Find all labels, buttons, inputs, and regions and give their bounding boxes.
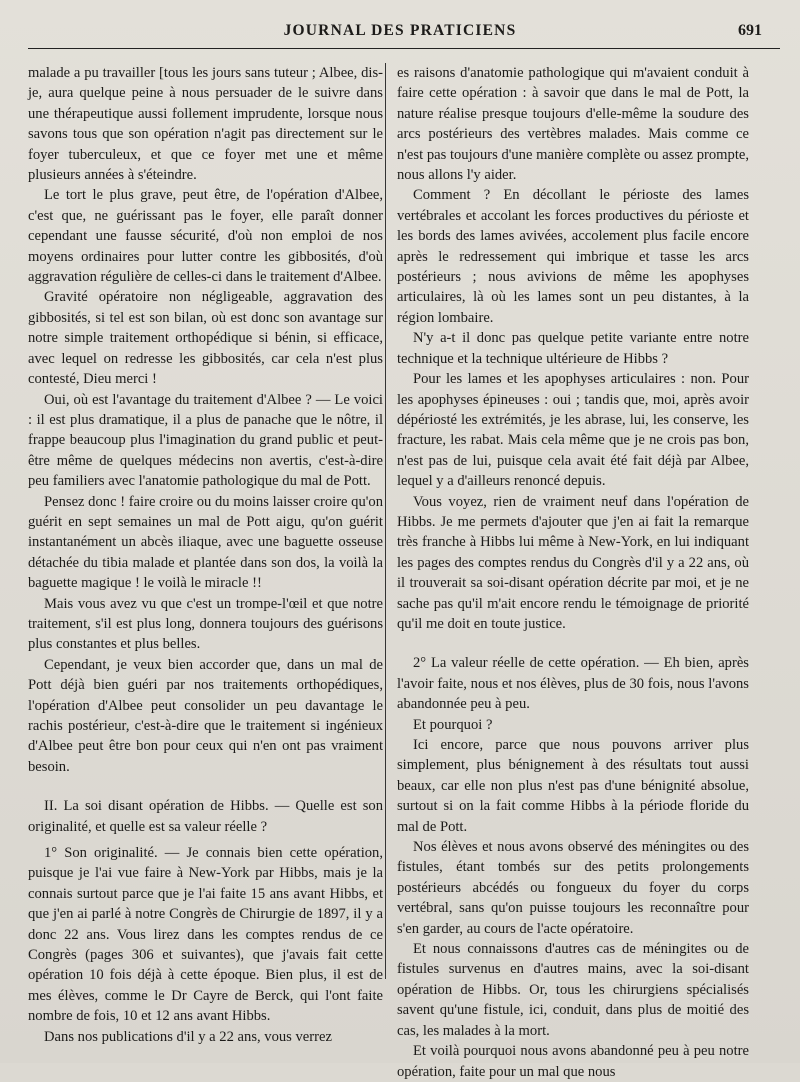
section-heading: II. La soi disant opération de Hibbs. — Quelle est son originalité, et quelle est sa valeur réelle ? [28, 798, 383, 835]
page-number: 691 [738, 22, 762, 39]
paragraph: Dans nos publications d'il y a 22 ans, vous verrez [44, 1028, 332, 1045]
paragraph: malade a pu travailler [tous les jours sans tuteur ; Albee, dis-je, aura quelque peine à nous persuader de le suivre dans une thérapeutique aussi follement imprudente, lorsque nous savons tous que son opération n'agit pas directement sur le foyer tuberculeux, et que ce foyer met une et même plusieurs années à s'éteindre. [28, 65, 383, 184]
paragraph: Pour les lames et les apophyses articulaires : non. Pour les apophyses épineuses : oui ; tandis que, moi, après avoir dépériosté les extrémités, je les abrase, lui, les conserve, les fracture, les rabat. Mais cela même que je ne crois pas bon, n'est pas de lui, puisque cela avait été fait déjà par Albee, lequel y a d'ailleurs renoncé depuis. [397, 371, 749, 490]
running-title: JOURNAL DES PRATICIENS [283, 22, 517, 39]
page-header [0, 22, 800, 50]
paragraph: Gravité opératoire non négligeable, aggravation des gibbosités, si tel est son bilan, où est donc son avantage sur notre simple traitement orthopédique si bénin, si efficace, avec lequel on redresse les gibbosités, car cela n'est plus contesté, Dieu merci ! [28, 289, 383, 388]
paragraph: Oui, où est l'avantage du traitement d'Albee ? — Le voici : il est plus dramatique, il a plus de panache que le nôtre, il frappe beaucoup plus l'imagination du grand public et peut-être même de quelques médecins non avertis, c'est-à-dire peu familiers avec l'anatomie pathologique du mal de Pott. [28, 391, 383, 490]
paragraph: Mais vous avez vu que c'est un trompe-l'œil et que notre traitement, s'il est plus long, donnera toujours des guérisons plus constantes et plus belles. [28, 595, 383, 653]
paragraph: Vous voyez, rien de vraiment neuf dans l'opération de Hibbs. Je me permets d'ajouter que j'en ai fait la remarque très franche à Hibbs lui même à New-York, en lui indiquant les pages des comptes rendus du Congrès d'il y a 22 ans, où il trouverait sa soi-disant opération décrite par moi, et je ne sache pas qu'il m'ait encore rendu le témoignage de priorité qu'il me doit en toute justice. [397, 493, 749, 632]
paragraph: Et pourquoi ? [413, 716, 493, 733]
paragraph: Pensez donc ! faire croire ou du moins laisser croire qu'on guérit en sept semaines un mal de Pott aigu, qu'on guérit instantanément un abcès iliaque, avec une baguette osseuse détachée du tibia malade et plantée dans son dos, la voilà la baguette magique ! le voilà le miracle !! [28, 493, 383, 592]
paragraph: Comment ? En décollant le périoste des lames vertébrales et accolant les forces productives du périoste et les bords des lames avivées, accolement plus facile encore après le redressement qui imbrique et tasse les arcs postérieurs ; nous avivions de même les apophyses articulaires, là où les lames sont un peu distantes, à la région lombaire. [397, 187, 749, 326]
header-rule [28, 48, 780, 49]
paragraph: N'y a-t il donc pas quelque petite variante entre notre technique et la technique ultérieure de Hibbs ? [397, 330, 749, 367]
left-column [28, 63, 383, 1047]
column-divider [385, 63, 386, 979]
right-column [397, 63, 749, 1082]
paragraph: Cependant, je veux bien accorder que, dans un mal de Pott déjà bien guéri par nos traitements orthopédiques, l'opération d'Albee peut consolider un peu davantage le rachis postérieur, c'est-à-dire que le traitement si ingénieux d'Albee peut être bon pour ceux qui n'en ont pas vraiment besoin. [28, 656, 383, 775]
paragraph: Ici encore, parce que nous pouvons arriver plus simplement, plus bénignement à des résultats tout aussi beaux, car elle non plus n'est pas d'une bénignité absolue, surtout si on la fait comme Hibbs à la période floride du mal de Pott. [397, 737, 749, 835]
paragraph: Le tort le plus grave, peut être, de l'opération d'Albee, c'est que, ne guérissant pas le foyer, elle paraît donner cependant une fausse sécurité, d'où non emploi de nos moyens ordinaires pour lutter contre les gibbosités, d'où aggravation régulière de celles-ci dans le traitement d'Albee. [28, 187, 383, 286]
paragraph: es raisons d'anatomie pathologique qui m'avaient conduit à faire cette opération : à savoir que dans le mal de Pott, la nature réalise presque toujours d'elle-même la soudure des arcs postérieurs des vertèbres malades. Mais comme ce n'est pas toujours d'une manière complète ou assez prompte, nous allons l'y aider. [397, 65, 749, 184]
paragraph: Nos élèves et nous avons observé des méningites ou des fistules, étant tombés sur des petits prolongements postérieurs abcédés ou fongueux du foyer du corps vertébral, sans qu'on puisse toujours les reconnaître pour s'en garder, au cours de l'acte opératoire. [397, 839, 749, 937]
paragraph: Et nous connaissons d'autres cas de méningites ou de fistules survenus en d'autres mains, avec la soi-disant opération de Hibbs. Or, tous les chirurgiens spécialisés savent qu'une fistule, ici, conduit, dans plus de moitié des cas, les malades à la mort. [397, 941, 749, 1039]
paragraph: 1° Son originalité. — Je connais bien cette opération, puisque je l'ai vue faire à New-York par Hibbs, mais je la connais surtout parce que je l'ai faite 15 ans avant Hibbs, et que j'en ai parlé à notre Congrès de Chirurgie de 1897, il y a donc 22 ans. Vous lirez dans les comptes rendus de ce Congrès (pages 306 et suivantes), que j'avais fait cette opération 10 fois déjà à cette époque. Bien plus, il est de mes élèves, comme le Dr Cayre de Berck, qui l'ont faite nombre de fois, 10 et 12 ans avant Hibbs. [28, 845, 383, 1025]
paragraph: Et voilà pourquoi nous avons abandonné peu à peu notre opération, faite pour un mal que nous [397, 1043, 749, 1080]
section-heading: 2° La valeur réelle de cette opération. — Eh bien, après l'avoir faite, nous et nos élèves, plus de 30 fois, nous l'avons abandonnée peu à peu. [397, 655, 749, 713]
